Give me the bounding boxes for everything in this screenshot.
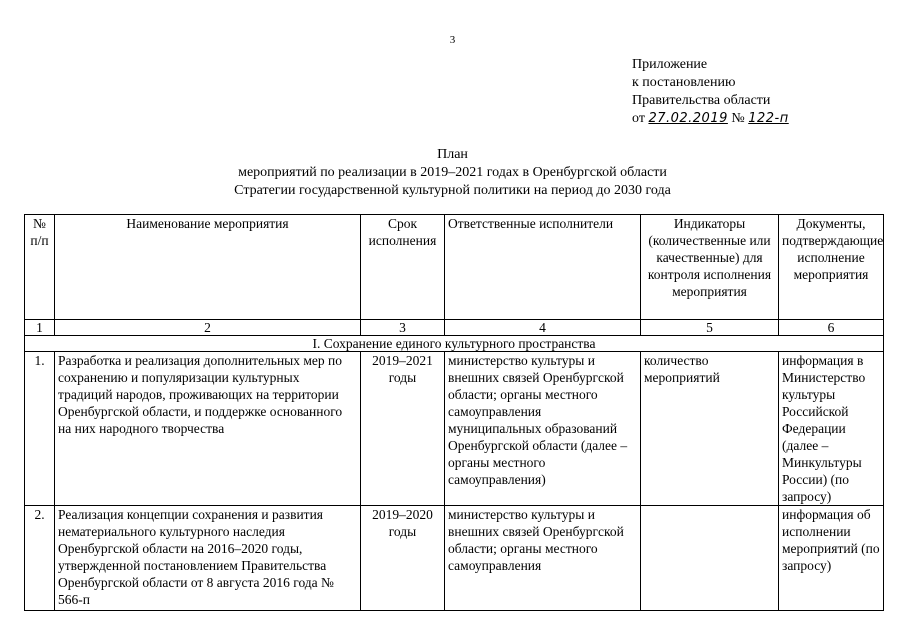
title-line3: Стратегии государственной культурной политики на период до 2030 года	[234, 183, 671, 198]
row-indicators: количество мероприятий	[641, 352, 779, 506]
appendix-line3: Правительства области	[632, 93, 771, 108]
col-number: 6	[779, 320, 884, 336]
table-row	[25, 506, 884, 611]
header-num: № п/п	[25, 215, 55, 320]
title-line2: мероприятий по реализации в 2019–2021 годах в Оренбургской области	[238, 165, 667, 180]
header-documents: Документы, подтверждающие исполнение мероприятия	[779, 215, 884, 320]
row-num: 2.	[25, 506, 55, 611]
column-number-row	[25, 320, 884, 336]
row-name: Реализация концепции сохранения и развития нематериального культурного наследия Оренбургской области на 2016–2020 годы, утвержденной постановлением Правительства Оренбургской области от 8 августа 2016 года № 566-п	[55, 506, 361, 611]
row-num: 1.	[25, 352, 55, 506]
section-title: I. Сохранение единого культурного пространства	[25, 336, 884, 352]
header-row	[25, 215, 884, 320]
page-number: 3	[449, 34, 456, 46]
appendix-date-line	[632, 110, 789, 128]
row-documents: информация об исполнении мероприятий (по запросу)	[779, 506, 884, 611]
appendix-block	[632, 56, 789, 128]
col-number: 3	[361, 320, 445, 336]
col-number: 1	[25, 320, 55, 336]
row-term: 2019–2020 годы	[361, 506, 445, 611]
header-term: Срок исполнения	[361, 215, 445, 320]
from-label: от	[632, 111, 645, 126]
row-executors: министерство культуры и внешних связей Оренбургской области; органы местного самоуправления муниципальных образований Оренбургской области (далее – органы местного самоуправления)	[445, 352, 641, 506]
plan-table	[24, 214, 884, 611]
row-documents: информация в Министерство культуры Российской Федерации (далее – Минкультуры России) (по запросу)	[779, 352, 884, 506]
appendix-line2: к постановлению	[632, 75, 736, 90]
col-number: 2	[55, 320, 361, 336]
row-name: Разработка и реализация дополнительных мер по сохранению и популяризации культурных традиций народов, проживающих на территории Оренбургской области, и поддержке основанного на них народного творчества	[55, 352, 361, 506]
table-row	[25, 352, 884, 506]
handwritten-number: 122-п	[748, 111, 789, 126]
header-indicators: Индикаторы (количественные или качественные) для контроля исполнения мероприятия	[641, 215, 779, 320]
title-line1: План	[437, 147, 468, 162]
appendix-line1: Приложение	[632, 57, 708, 72]
col-number: 4	[445, 320, 641, 336]
row-indicators	[641, 506, 779, 611]
handwritten-date: 27.02.2019	[648, 111, 728, 126]
col-number: 5	[641, 320, 779, 336]
header-name: Наименование мероприятия	[55, 215, 361, 320]
section-row	[25, 336, 884, 352]
row-term: 2019–2021 годы	[361, 352, 445, 506]
header-executors: Ответственные исполнители	[445, 215, 641, 320]
row-executors: министерство культуры и внешних связей Оренбургской области; органы местного самоуправления	[445, 506, 641, 611]
number-label: №	[731, 111, 745, 126]
document-title	[0, 146, 905, 200]
